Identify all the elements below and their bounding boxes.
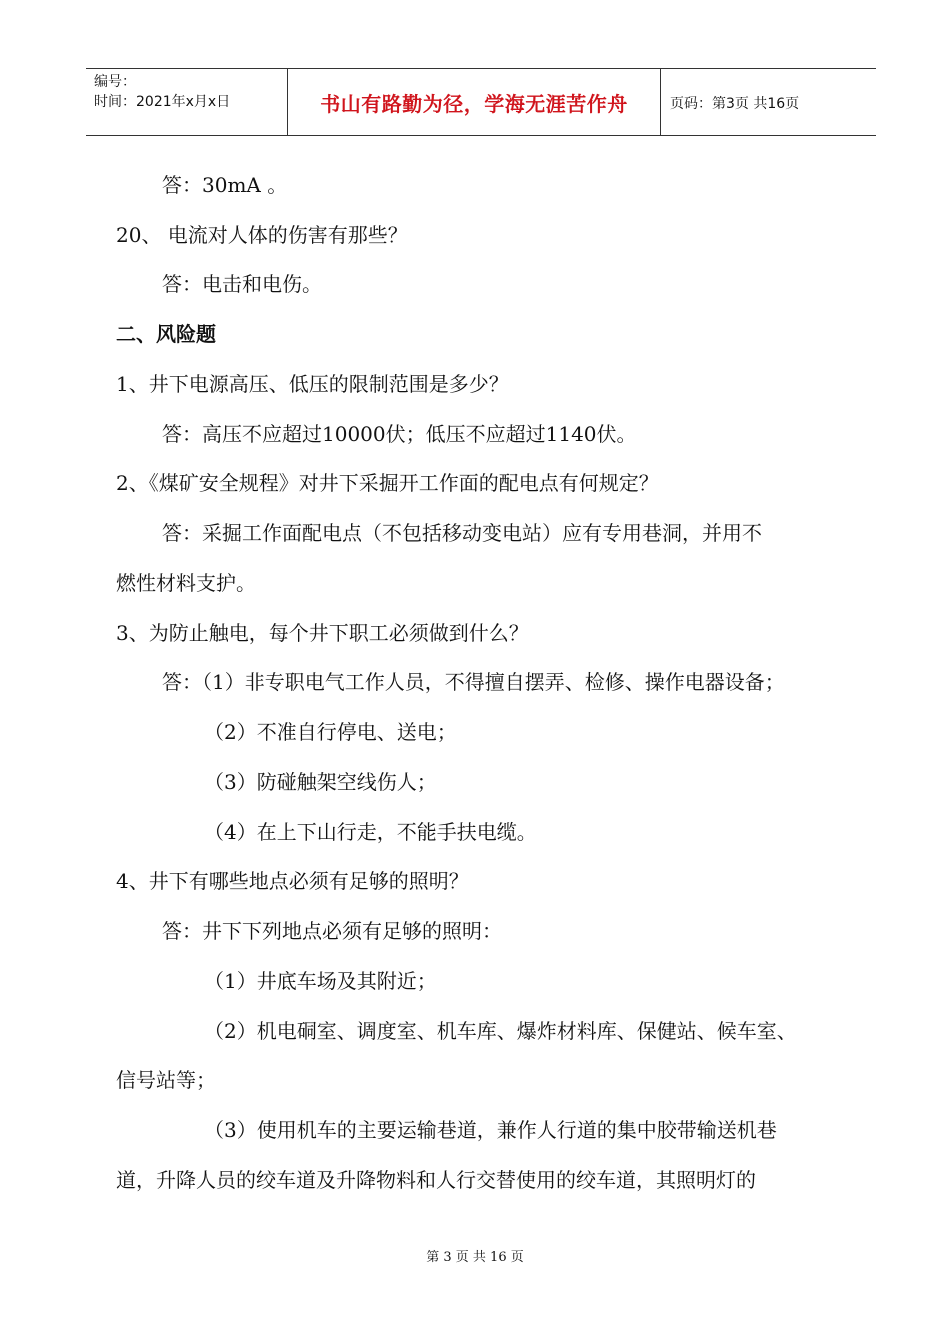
risk-answer-3: 答：（1）非专职电气工作人员，不得擅自摆弄、检修、操作电器设备； (162, 670, 785, 694)
risk-question-2: 2、《煤矿安全规程》对井下采掘开工作面的配电点有何规定？ (116, 471, 659, 495)
risk-answer-4: 答：井下下列地点必须有足够的照明： (162, 919, 502, 943)
risk-answer-4-item-3: （3）使用机车的主要运输巷道，兼作人行道的集中胶带输送机巷 (204, 1118, 777, 1142)
document-time-label: 时间：2021年x月x日 (94, 94, 231, 110)
header-page-number: 页码：第3页 共16页 (670, 95, 800, 112)
risk-answer-3-item-4: （4）在上下山行走，不能手扶电缆。 (204, 820, 537, 844)
answer-19: 答：30mA 。 (162, 173, 288, 197)
section-heading: 二、风险题 (116, 322, 216, 346)
risk-question-4: 4、井下有哪些地点必须有足够的照明？ (116, 869, 469, 893)
document-number-label: 编号： (94, 74, 136, 90)
risk-answer-2-cont: 燃性材料支护。 (116, 571, 256, 595)
header-meta (94, 72, 230, 112)
risk-answer-3-item-2: （2）不准自行停电、送电； (204, 720, 457, 744)
risk-answer-4-item-2: （2）机电硐室、调度室、机车库、爆炸材料库、保健站、候车室、 (204, 1019, 797, 1043)
risk-answer-4-item-3-cont: 道，升降人员的绞车道及升降物料和人行交替使用的绞车道，其照明灯的 (116, 1168, 756, 1192)
page-footer (0, 1246, 950, 1265)
risk-answer-4-item-1: （1）井底车场及其附近； (204, 969, 437, 993)
header-divider-right (660, 69, 661, 136)
answer-20: 答：电击和电伤。 (162, 272, 322, 296)
risk-question-1: 1、井下电源高压、低压的限制范围是多少？ (116, 372, 509, 396)
risk-answer-4-item-2-cont: 信号站等； (116, 1068, 216, 1092)
page-header (86, 68, 876, 136)
risk-answer-1: 答：高压不应超过10000伏；低压不应超过1140伏。 (162, 422, 637, 446)
header-motto: 书山有路勤为径，学海无涯苦作舟 (320, 92, 628, 116)
question-20: 20、 电流对人体的伤害有那些？ (116, 223, 408, 247)
risk-question-3: 3、为防止触电，每个井下职工必须做到什么？ (116, 621, 529, 645)
risk-answer-3-item-3: （3）防碰触架空线伤人； (204, 770, 437, 794)
footer-page-number: 第 3 页 共 16 页 (426, 1250, 524, 1265)
risk-answer-2: 答：采掘工作面配电点（不包括移动变电站）应有专用巷洞，并用不 (162, 521, 762, 545)
